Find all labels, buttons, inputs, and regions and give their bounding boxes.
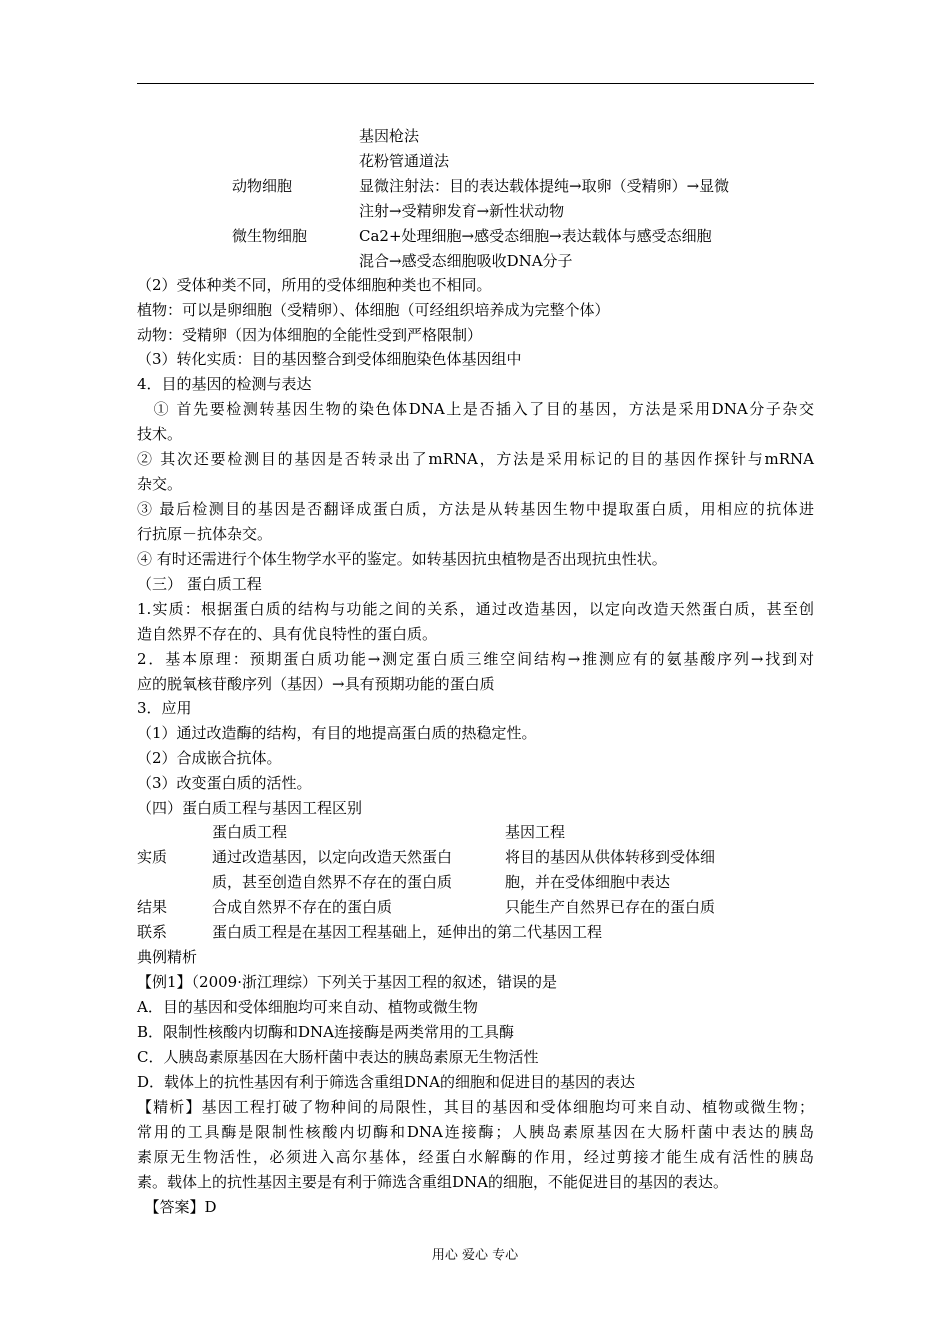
method-label: 动物细胞 [232,177,293,195]
table-header: 蛋白质工程 [212,823,288,841]
body-line: 技术。 [137,425,183,443]
table-row [137,870,814,895]
table-row-label: 联系 [137,923,168,941]
method-text: 显微注射法：目的表达载体提纯→取卵（受精卵）→显微 [359,177,730,195]
table-cell: 蛋白质工程是在基因工程基础上，延伸出的第二代基因工程 [212,923,603,941]
body-line: 动物：受精卵（因为体细胞的全能性受到严格限制） [137,326,483,344]
body-line: ① 首先要检测转基因生物的染色体DNA上是否插入了目的基因，方法是采用DNA分子杂交 [137,400,814,418]
option-d: D．载体上的抗性基因有利于筛选含重组DNA的细胞和促进目的基因的表达 [137,1073,636,1091]
body-line: 2．基本原理：预期蛋白质功能→测定蛋白质三维空间结构→推测应有的氨基酸序列→找到对 [137,650,814,668]
analysis-line: 常用的工具酶是限制性核酸内切酶和DNA连接酶；人胰岛素原基因在大肠杆菌中表达的胰岛 [137,1123,814,1141]
question-stem: 【例1】（2009·浙江理综）下列关于基因工程的叙述，错误的是 [137,973,557,991]
method-label: 微生物细胞 [232,227,308,245]
table-row [137,920,814,945]
comparison-table [137,820,814,945]
table-row [137,845,814,870]
table-cell [137,870,212,895]
body-line: （1）通过改造酶的结构，有目的地提高蛋白质的热稳定性。 [137,724,537,742]
option-a: A．目的基因和受体细胞均可来自动、植物或微生物 [137,998,478,1016]
body-line: （3）改变蛋白质的活性。 [137,774,312,792]
section-heading: 3．应用 [137,699,192,717]
body-line: （3）转化实质：目的基因整合到受体细胞染色体基因组中 [137,350,522,368]
header-rule [137,83,814,84]
section-heading: （三） 蛋白质工程 [137,575,262,593]
body-line: ④ 有时还需进行个体生物学水平的鉴定。如转基因抗虫植物是否出现抗虫性状。 [137,550,667,568]
table-row [137,895,814,920]
body-line: ③ 最后检测目的基因是否翻译成蛋白质，方法是从转基因生物中提取蛋白质，用相应的抗体进 [137,500,814,518]
table-header: 基因工程 [505,823,566,841]
body-line: （2）受体种类不同，所用的受体细胞种类也不相同。 [137,276,492,294]
body-line: ② 其次还要检测目的基因是否转录出了mRNA，方法是采用标记的目的基因作探针与mRNA [137,450,814,468]
analysis-line: 素原无生物活性，必须进入高尔基体，经蛋白水解酶的作用，经过剪接才能生成有活性的胰岛 [137,1148,814,1166]
section-heading: 典例精析 [137,948,198,966]
body-line: 1.实质：根据蛋白质的结构与功能之间的关系，通过改造基因，以定向改造天然蛋白质，甚至创 [137,600,814,618]
method-text: 注射→受精卵发育→新性状动物 [359,202,565,220]
table-row [137,820,814,845]
table-cell [137,820,212,845]
body-line: 行抗原－抗体杂交。 [137,525,273,543]
table-cell: 合成自然界不存在的蛋白质 [212,898,393,916]
body-line: 植物：可以是卵细胞（受精卵）、体细胞（可经组织培养成为完整个体） [137,301,610,319]
body-line: 造自然界不存在的、具有优良特性的蛋白质。 [137,625,438,643]
table-cell: 将目的基因从供体转移到受体细 [505,848,716,866]
section-heading: 4．目的基因的检测与表达 [137,375,312,393]
table-cell: 通过改造基因，以定向改造天然蛋白 [212,848,453,866]
method-text: 混合→感受态细胞吸收DNA分子 [359,252,573,270]
table-cell: 质，甚至创造自然界不存在的蛋白质 [212,873,453,891]
analysis-line: 【精析】基因工程打破了物种间的局限性，其目的基因和受体细胞均可来自动、植物或微生物； [137,1098,814,1116]
page-footer: 用心 爱心 专心 [431,1248,519,1263]
option-c: C．人胰岛素原基因在大肠杆菌中表达的胰岛素原无生物活性 [137,1048,539,1066]
method-text: Ca2+处理细胞→感受态细胞→表达载体与感受态细胞 [359,227,712,245]
body-line: 杂交。 [137,475,183,493]
table-cell: 只能生产自然界已存在的蛋白质 [505,898,716,916]
option-b: B．限制性核酸内切酶和DNA连接酶是两类常用的工具酶 [137,1023,515,1041]
table-row-label: 结果 [137,898,168,916]
table-row-label: 实质 [137,848,168,866]
analysis-line: 素。载体上的抗性基因主要是有利于筛选含重组DNA的细胞，不能促进目的基因的表达。 [137,1173,728,1191]
answer-line: 【答案】D [137,1198,217,1216]
body-line: 应的脱氧核苷酸序列（基因）→具有预期功能的蛋白质 [137,675,495,693]
method-text: 花粉管通道法 [359,152,450,170]
section-heading: （四）蛋白质工程与基因工程区别 [137,799,363,817]
body-line: （2）合成嵌合抗体。 [137,749,282,767]
table-cell: 胞，并在受体细胞中表达 [505,873,671,891]
method-text: 基因枪法 [359,127,420,145]
